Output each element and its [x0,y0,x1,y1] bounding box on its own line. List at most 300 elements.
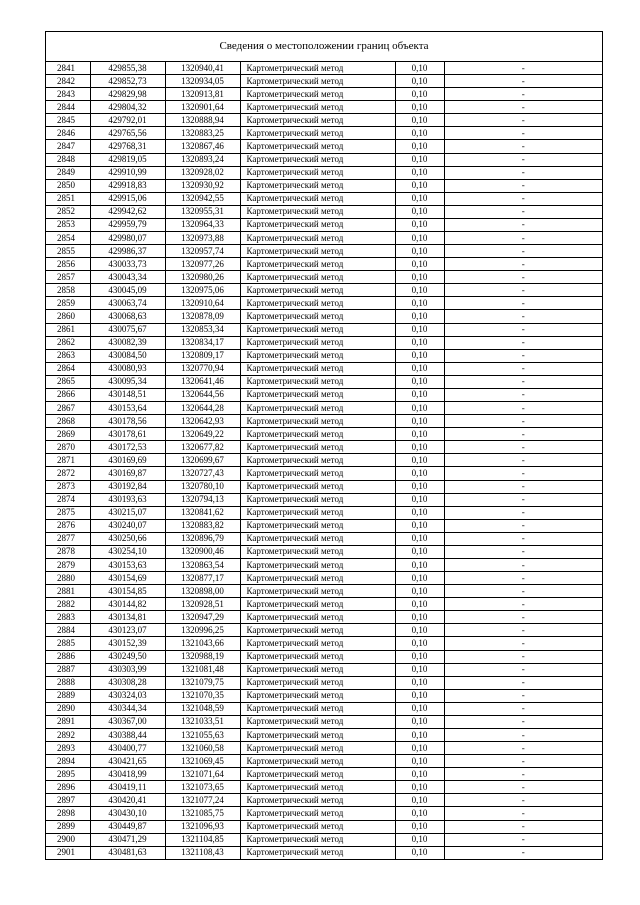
y-coordinate-cell: 1320898,00 [165,585,240,598]
x-coordinate-cell: 430471,29 [90,833,165,846]
point-number-cell: 2855 [46,245,90,258]
point-number-cell: 2875 [46,506,90,519]
point-number-cell: 2877 [46,532,90,545]
method-cell: Картометрический метод [240,101,395,114]
table-row [46,218,602,231]
method-cell: Картометрический метод [240,179,395,192]
x-coordinate-cell: 430388,44 [90,728,165,741]
point-number-cell: 2879 [46,558,90,571]
point-number-cell: 2882 [46,598,90,611]
table-row [46,572,602,585]
point-number-cell: 2853 [46,218,90,231]
y-coordinate-cell: 1320644,56 [165,388,240,401]
accuracy-cell: 0,10 [395,794,444,807]
accuracy-cell: 0,10 [395,166,444,179]
y-coordinate-cell: 1320794,13 [165,493,240,506]
table-row [46,205,602,218]
accuracy-cell: 0,10 [395,755,444,768]
table-row [46,467,602,480]
note-cell: - [444,362,602,375]
table-row [46,833,602,846]
point-number-cell: 2874 [46,493,90,506]
point-number-cell: 2850 [46,179,90,192]
x-coordinate-cell: 430481,63 [90,846,165,859]
method-cell: Картометрический метод [240,88,395,101]
point-number-cell: 2842 [46,75,90,88]
accuracy-cell: 0,10 [395,114,444,127]
point-number-cell: 2864 [46,362,90,375]
x-coordinate-cell: 430303,99 [90,663,165,676]
accuracy-cell: 0,10 [395,62,444,75]
point-number-cell: 2851 [46,192,90,205]
point-number-cell: 2896 [46,781,90,794]
accuracy-cell: 0,10 [395,715,444,728]
note-cell: - [444,349,602,362]
table-row [46,624,602,637]
y-coordinate-cell: 1321096,93 [165,820,240,833]
note-cell: - [444,62,602,75]
note-cell: - [444,794,602,807]
table-row [46,676,602,689]
point-number-cell: 2873 [46,480,90,493]
note-cell: - [444,585,602,598]
y-coordinate-cell: 1320878,09 [165,310,240,323]
note-cell: - [444,88,602,101]
table-row [46,689,602,702]
accuracy-cell: 0,10 [395,768,444,781]
x-coordinate-cell: 430075,67 [90,323,165,336]
note-cell: - [444,232,602,245]
point-number-cell: 2861 [46,323,90,336]
x-coordinate-cell: 430082,39 [90,336,165,349]
note-cell: - [444,598,602,611]
x-coordinate-cell: 429804,32 [90,101,165,114]
table-row [46,349,602,362]
x-coordinate-cell: 429852,73 [90,75,165,88]
accuracy-cell: 0,10 [395,663,444,676]
point-number-cell: 2857 [46,271,90,284]
method-cell: Картометрический метод [240,245,395,258]
note-cell: - [444,742,602,755]
method-cell: Картометрический метод [240,375,395,388]
y-coordinate-cell: 1320867,46 [165,140,240,153]
note-cell: - [444,493,602,506]
point-number-cell: 2889 [46,689,90,702]
point-number-cell: 2888 [46,676,90,689]
y-coordinate-cell: 1320644,28 [165,402,240,415]
note-cell: - [444,310,602,323]
accuracy-cell: 0,10 [395,545,444,558]
note-cell: - [444,820,602,833]
note-cell: - [444,728,602,741]
note-cell: - [444,75,602,88]
y-coordinate-cell: 1320942,55 [165,192,240,205]
table-row [46,755,602,768]
table-row [46,140,602,153]
point-number-cell: 2847 [46,140,90,153]
method-cell: Картометрический метод [240,781,395,794]
table-row [46,768,602,781]
table-row [46,232,602,245]
x-coordinate-cell: 430178,56 [90,415,165,428]
accuracy-cell: 0,10 [395,807,444,820]
note-cell: - [444,572,602,585]
note-cell: - [444,676,602,689]
table-row [46,506,602,519]
method-cell: Картометрический метод [240,702,395,715]
method-cell: Картометрический метод [240,676,395,689]
method-cell: Картометрический метод [240,258,395,271]
y-coordinate-cell: 1321055,63 [165,728,240,741]
method-cell: Картометрический метод [240,415,395,428]
point-number-cell: 2848 [46,153,90,166]
x-coordinate-cell: 429918,83 [90,179,165,192]
y-coordinate-cell: 1320649,22 [165,428,240,441]
x-coordinate-cell: 430080,93 [90,362,165,375]
method-cell: Картометрический метод [240,467,395,480]
x-coordinate-cell: 430420,41 [90,794,165,807]
accuracy-cell: 0,10 [395,271,444,284]
boundary-table-sheet [45,31,603,860]
y-coordinate-cell: 1321043,66 [165,637,240,650]
note-cell: - [444,545,602,558]
table-row [46,179,602,192]
table-row [46,88,602,101]
x-coordinate-cell: 430154,85 [90,585,165,598]
point-number-cell: 2859 [46,297,90,310]
x-coordinate-cell: 430421,65 [90,755,165,768]
accuracy-cell: 0,10 [395,388,444,401]
accuracy-cell: 0,10 [395,611,444,624]
table-row [46,702,602,715]
accuracy-cell: 0,10 [395,846,444,859]
table-row [46,637,602,650]
y-coordinate-cell: 1320727,43 [165,467,240,480]
method-cell: Картометрический метод [240,323,395,336]
x-coordinate-cell: 430153,64 [90,402,165,415]
accuracy-cell: 0,10 [395,454,444,467]
x-coordinate-cell: 430344,34 [90,702,165,715]
point-number-cell: 2883 [46,611,90,624]
y-coordinate-cell: 1320975,06 [165,284,240,297]
point-number-cell: 2890 [46,702,90,715]
x-coordinate-cell: 430240,07 [90,519,165,532]
x-coordinate-cell: 429910,99 [90,166,165,179]
y-coordinate-cell: 1320947,29 [165,611,240,624]
note-cell: - [444,715,602,728]
method-cell: Картометрический метод [240,558,395,571]
table-row [46,336,602,349]
accuracy-cell: 0,10 [395,362,444,375]
note-cell: - [444,506,602,519]
y-coordinate-cell: 1320973,88 [165,232,240,245]
note-cell: - [444,846,602,859]
accuracy-cell: 0,10 [395,637,444,650]
accuracy-cell: 0,10 [395,310,444,323]
point-number-cell: 2876 [46,519,90,532]
x-coordinate-cell: 429959,79 [90,218,165,231]
point-number-cell: 2894 [46,755,90,768]
table-row [46,388,602,401]
accuracy-cell: 0,10 [395,205,444,218]
accuracy-cell: 0,10 [395,284,444,297]
x-coordinate-cell: 429819,05 [90,153,165,166]
point-number-cell: 2852 [46,205,90,218]
x-coordinate-cell: 430215,07 [90,506,165,519]
x-coordinate-cell: 430400,77 [90,742,165,755]
note-cell: - [444,375,602,388]
note-cell: - [444,480,602,493]
method-cell: Картометрический метод [240,428,395,441]
point-number-cell: 2898 [46,807,90,820]
x-coordinate-cell: 430193,63 [90,493,165,506]
note-cell: - [444,192,602,205]
x-coordinate-cell: 430134,81 [90,611,165,624]
accuracy-cell: 0,10 [395,101,444,114]
accuracy-cell: 0,10 [395,650,444,663]
table-row [46,192,602,205]
note-cell: - [444,558,602,571]
x-coordinate-cell: 430043,34 [90,271,165,284]
y-coordinate-cell: 1321070,35 [165,689,240,702]
table-row [46,297,602,310]
y-coordinate-cell: 1320964,33 [165,218,240,231]
table-row [46,598,602,611]
accuracy-cell: 0,10 [395,140,444,153]
method-cell: Картометрический метод [240,755,395,768]
method-cell: Картометрический метод [240,192,395,205]
point-number-cell: 2846 [46,127,90,140]
y-coordinate-cell: 1321060,58 [165,742,240,755]
note-cell: - [444,218,602,231]
method-cell: Картометрический метод [240,284,395,297]
table-row [46,166,602,179]
note-cell: - [444,153,602,166]
x-coordinate-cell: 430148,51 [90,388,165,401]
point-number-cell: 2854 [46,232,90,245]
table-row [46,715,602,728]
y-coordinate-cell: 1320883,82 [165,519,240,532]
table-title: Сведения о местоположении границ объекта [46,32,602,62]
x-coordinate-cell: 430308,28 [90,676,165,689]
method-cell: Картометрический метод [240,362,395,375]
table-row [46,454,602,467]
accuracy-cell: 0,10 [395,297,444,310]
note-cell: - [444,611,602,624]
method-cell: Картометрический метод [240,637,395,650]
note-cell: - [444,402,602,415]
method-cell: Картометрический метод [240,62,395,75]
accuracy-cell: 0,10 [395,728,444,741]
y-coordinate-cell: 1321079,75 [165,676,240,689]
x-coordinate-cell: 429942,62 [90,205,165,218]
note-cell: - [444,101,602,114]
y-coordinate-cell: 1321108,43 [165,846,240,859]
note-cell: - [444,323,602,336]
y-coordinate-cell: 1321033,51 [165,715,240,728]
accuracy-cell: 0,10 [395,742,444,755]
method-cell: Картометрический метод [240,807,395,820]
table-row [46,310,602,323]
method-cell: Картометрический метод [240,493,395,506]
x-coordinate-cell: 430430,10 [90,807,165,820]
note-cell: - [444,755,602,768]
method-cell: Картометрический метод [240,218,395,231]
note-cell: - [444,532,602,545]
accuracy-cell: 0,10 [395,232,444,245]
x-coordinate-cell: 429765,56 [90,127,165,140]
note-cell: - [444,415,602,428]
y-coordinate-cell: 1320957,74 [165,245,240,258]
point-number-cell: 2895 [46,768,90,781]
point-number-cell: 2897 [46,794,90,807]
note-cell: - [444,768,602,781]
table-row [46,153,602,166]
x-coordinate-cell: 430419,11 [90,781,165,794]
table-row [46,846,602,859]
method-cell: Картометрический метод [240,742,395,755]
x-coordinate-cell: 430172,53 [90,441,165,454]
point-number-cell: 2860 [46,310,90,323]
note-cell: - [444,441,602,454]
table-row [46,362,602,375]
method-cell: Картометрический метод [240,833,395,846]
table-row [46,114,602,127]
y-coordinate-cell: 1320980,26 [165,271,240,284]
x-coordinate-cell: 430192,84 [90,480,165,493]
method-cell: Картометрический метод [240,545,395,558]
method-cell: Картометрический метод [240,506,395,519]
y-coordinate-cell: 1320928,51 [165,598,240,611]
method-cell: Картометрический метод [240,297,395,310]
x-coordinate-cell: 430449,87 [90,820,165,833]
method-cell: Картометрический метод [240,271,395,284]
method-cell: Картометрический метод [240,572,395,585]
method-cell: Картометрический метод [240,140,395,153]
table-row [46,245,602,258]
point-number-cell: 2872 [46,467,90,480]
accuracy-cell: 0,10 [395,323,444,336]
y-coordinate-cell: 1320834,17 [165,336,240,349]
method-cell: Картометрический метод [240,232,395,245]
point-number-cell: 2843 [46,88,90,101]
note-cell: - [444,781,602,794]
note-cell: - [444,702,602,715]
method-cell: Картометрический метод [240,441,395,454]
accuracy-cell: 0,10 [395,441,444,454]
x-coordinate-cell: 430169,69 [90,454,165,467]
note-cell: - [444,454,602,467]
method-cell: Картометрический метод [240,349,395,362]
accuracy-cell: 0,10 [395,375,444,388]
y-coordinate-cell: 1320841,62 [165,506,240,519]
x-coordinate-cell: 429829,98 [90,88,165,101]
method-cell: Картометрический метод [240,336,395,349]
point-number-cell: 2866 [46,388,90,401]
y-coordinate-cell: 1320677,82 [165,441,240,454]
table-row [46,480,602,493]
x-coordinate-cell: 430063,74 [90,297,165,310]
method-cell: Картометрический метод [240,689,395,702]
note-cell: - [444,114,602,127]
method-cell: Картометрический метод [240,519,395,532]
accuracy-cell: 0,10 [395,558,444,571]
table-row [46,323,602,336]
accuracy-cell: 0,10 [395,192,444,205]
point-number-cell: 2871 [46,454,90,467]
point-number-cell: 2863 [46,349,90,362]
x-coordinate-cell: 430250,66 [90,532,165,545]
note-cell: - [444,519,602,532]
y-coordinate-cell: 1320888,94 [165,114,240,127]
method-cell: Картометрический метод [240,715,395,728]
accuracy-cell: 0,10 [395,127,444,140]
point-number-cell: 2867 [46,402,90,415]
point-number-cell: 2841 [46,62,90,75]
method-cell: Картометрический метод [240,768,395,781]
table-row [46,807,602,820]
point-number-cell: 2865 [46,375,90,388]
table-row [46,742,602,755]
table-row [46,441,602,454]
y-coordinate-cell: 1320930,92 [165,179,240,192]
point-number-cell: 2869 [46,428,90,441]
y-coordinate-cell: 1320996,25 [165,624,240,637]
accuracy-cell: 0,10 [395,153,444,166]
accuracy-cell: 0,10 [395,598,444,611]
x-coordinate-cell: 430418,99 [90,768,165,781]
table-row [46,650,602,663]
y-coordinate-cell: 1320883,25 [165,127,240,140]
x-coordinate-cell: 430152,39 [90,637,165,650]
method-cell: Картометрический метод [240,728,395,741]
note-cell: - [444,166,602,179]
boundary-points-table [46,62,602,859]
method-cell: Картометрический метод [240,153,395,166]
accuracy-cell: 0,10 [395,218,444,231]
accuracy-cell: 0,10 [395,75,444,88]
point-number-cell: 2878 [46,545,90,558]
note-cell: - [444,245,602,258]
accuracy-cell: 0,10 [395,624,444,637]
point-number-cell: 2844 [46,101,90,114]
note-cell: - [444,428,602,441]
table-row [46,781,602,794]
y-coordinate-cell: 1320877,17 [165,572,240,585]
accuracy-cell: 0,10 [395,820,444,833]
method-cell: Картометрический метод [240,127,395,140]
point-number-cell: 2899 [46,820,90,833]
point-number-cell: 2881 [46,585,90,598]
point-number-cell: 2901 [46,846,90,859]
table-row [46,794,602,807]
note-cell: - [444,336,602,349]
method-cell: Картометрический метод [240,585,395,598]
point-number-cell: 2886 [46,650,90,663]
method-cell: Картометрический метод [240,454,395,467]
method-cell: Картометрический метод [240,846,395,859]
x-coordinate-cell: 430178,61 [90,428,165,441]
note-cell: - [444,271,602,284]
x-coordinate-cell: 430144,82 [90,598,165,611]
table-row [46,728,602,741]
y-coordinate-cell: 1320699,67 [165,454,240,467]
table-body [46,62,602,859]
y-coordinate-cell: 1320913,81 [165,88,240,101]
accuracy-cell: 0,10 [395,532,444,545]
method-cell: Картометрический метод [240,388,395,401]
point-number-cell: 2849 [46,166,90,179]
